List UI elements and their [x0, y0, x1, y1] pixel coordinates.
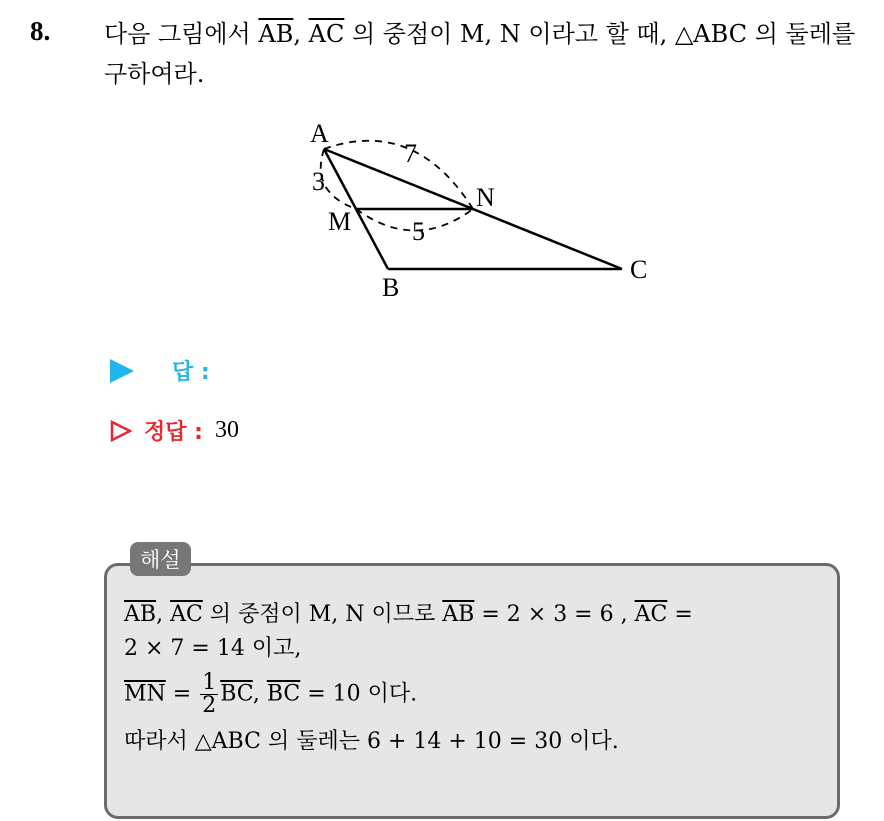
fraction-numerator: 1 [202, 670, 217, 695]
solution-text: = [667, 602, 693, 627]
question-part: 의 중점이 M, N 이라고 할 때, [344, 20, 675, 48]
point-m-label: M [328, 207, 352, 236]
solution-line [124, 672, 836, 717]
triangle-figure [300, 112, 670, 312]
solution-text: , [156, 602, 171, 627]
point-c-label: C [630, 255, 648, 284]
segment-ab: $\overline{AB}$ [258, 20, 294, 48]
correct-answer-label: 정답 : [144, 420, 203, 445]
solution-text: = 2 × 3 = 6 , [474, 602, 635, 627]
solution-line: 2 × 7 = 14 이고, [124, 636, 302, 661]
fraction-denominator: 2 [202, 693, 217, 718]
solution-text: 의 둘레는 6 + 14 + 10 = 30 이다. [260, 729, 619, 754]
segment-bc: $\overline{BC}$ [220, 681, 253, 707]
triangle-abc: △ABC [674, 20, 748, 48]
point-n-label: N [476, 183, 495, 212]
segment-bc: $\overline{BC}$ [266, 681, 301, 707]
point-b-label: B [382, 273, 400, 302]
solution-text: = [165, 681, 199, 707]
length-am-label: 3 [312, 167, 325, 196]
length-an-label: 7 [404, 139, 417, 168]
answer-row [110, 355, 210, 386]
segment-ac: $\overline{AC}$ [308, 20, 345, 48]
segment-ac: $\overline{AC}$ [170, 602, 203, 627]
solution-text: = 10 이다. [300, 681, 418, 707]
solution-line [124, 725, 836, 759]
play-arrow-icon [110, 359, 134, 383]
solution-body [124, 598, 836, 759]
triangle-abc: △ABC [194, 729, 261, 754]
fraction-one-half [200, 672, 218, 717]
outline-arrow-icon [110, 420, 132, 442]
solution-line [124, 598, 836, 632]
solution-text: 의 중점이 M, N 이므로 [202, 602, 443, 627]
answer-label: 답 : [172, 360, 210, 385]
question-part: 의 둘레를 구하여라. [104, 20, 856, 88]
length-mn-label: 5 [412, 217, 425, 246]
solution-tag: 해설 [130, 542, 191, 576]
solution-text: 따라서 [124, 729, 195, 754]
question-text [104, 14, 874, 94]
point-a-label: A [310, 119, 329, 148]
correct-answer-row [110, 415, 239, 446]
question-part: 다음 그림에서 [104, 20, 259, 48]
segment-mn: $\overline{MN}$ [124, 681, 166, 707]
segment-ab: $\overline{AB}$ [442, 602, 475, 627]
correct-answer-value: 30 [214, 417, 239, 443]
question-part: , [293, 20, 309, 48]
segment-ac: $\overline{AC}$ [634, 602, 668, 627]
segment-ab: $\overline{AB}$ [124, 602, 157, 627]
solution-text: , [252, 681, 267, 707]
question-number: 8. [30, 16, 51, 46]
